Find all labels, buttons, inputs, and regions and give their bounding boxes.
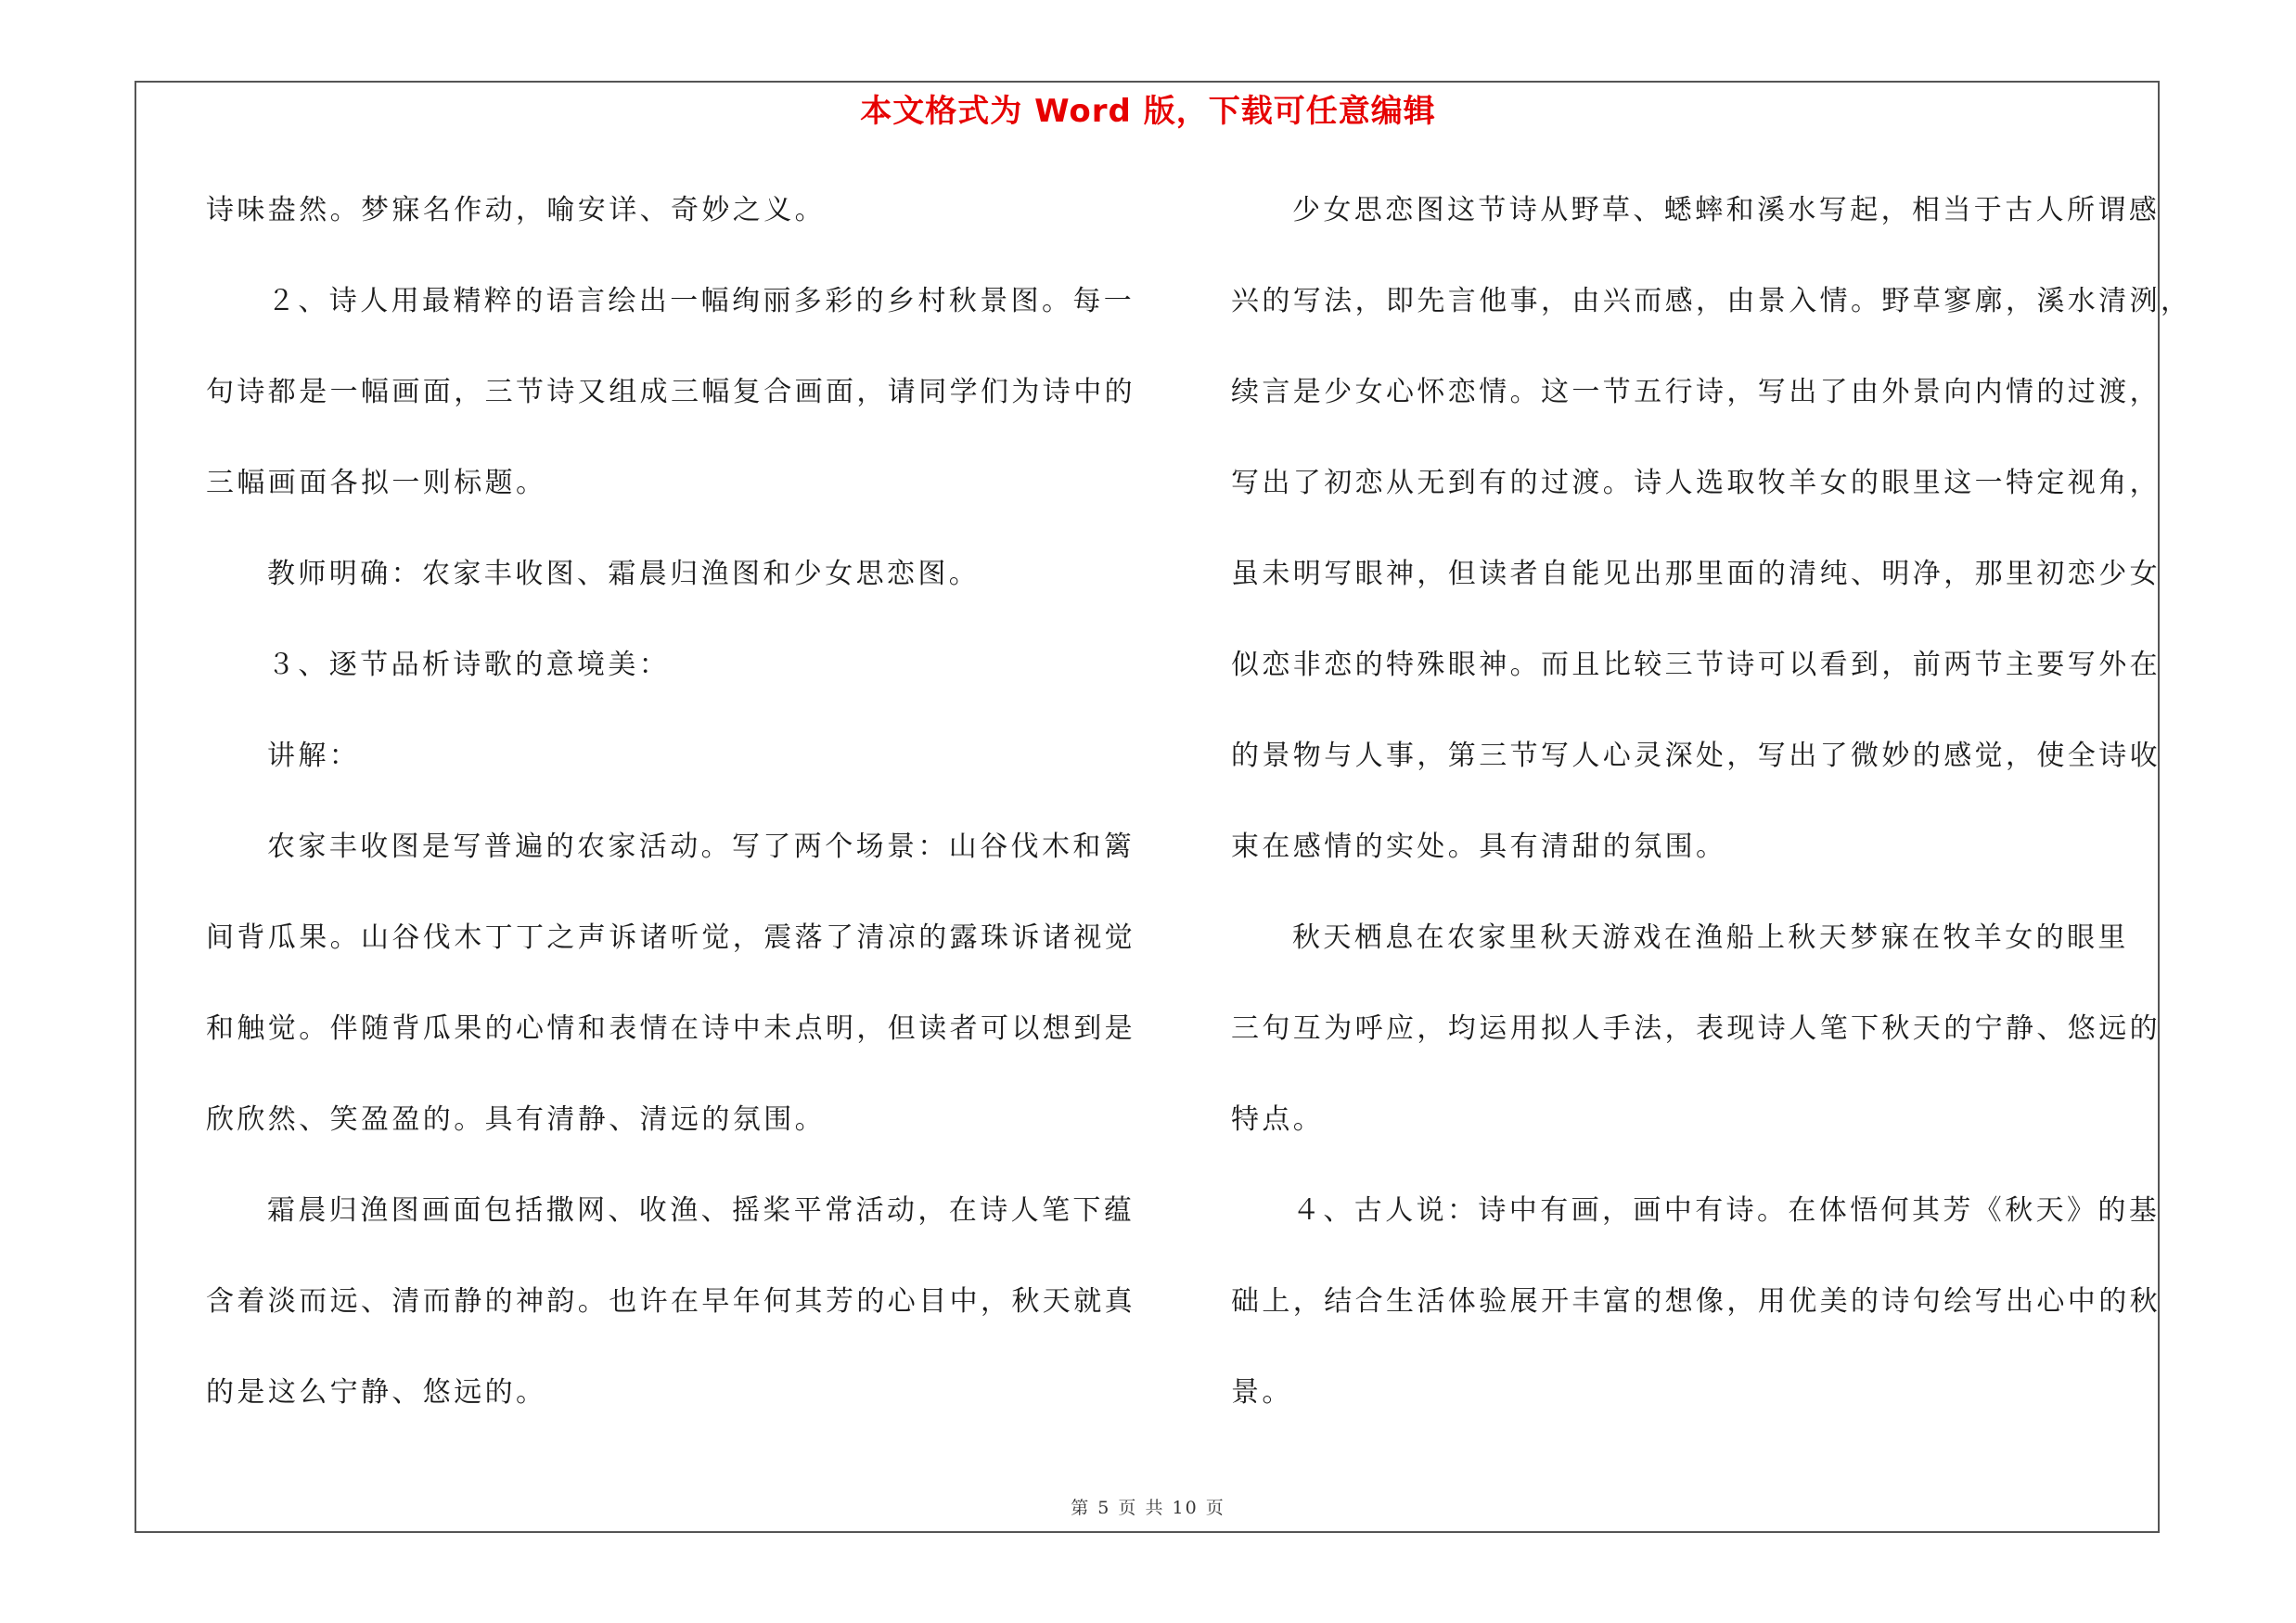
text-line: 特点。 — [1231, 1103, 1325, 1136]
right-column — [1231, 186, 2192, 1459]
text-line: 三句互为呼应，均运用拟人手法，表现诗人笔下秋天的宁静、悠远的 — [1231, 1012, 2161, 1045]
page-number: 第 5 页 共 10 页 — [1071, 1498, 1225, 1518]
text-line: 含着淡而远、清而静的神韵。也许在早年何其芳的心目中，秋天就真 — [206, 1285, 1135, 1318]
text-line: ２、诗人用最精粹的语言绘出一幅绚丽多彩的乡村秋景图。每一 — [267, 285, 1135, 317]
text-line: 础上，结合生活体验展开丰富的想像，用优美的诗句绘写出心中的秋 — [1231, 1285, 2161, 1318]
text-line: 兴的写法，即先言他事，由兴而感，由景入情。野草寥廓，溪水清洌， — [1231, 285, 2192, 317]
text-line: 农家丰收图是写普遍的农家活动。写了两个场景：山谷伐木和篱 — [267, 831, 1135, 863]
text-line: 诗味盎然。梦寐名作动，喻安详、奇妙之义。 — [206, 194, 826, 226]
text-line: ４、古人说：诗中有画，画中有诗。在体悟何其芳《秋天》的基 — [1292, 1194, 2161, 1227]
text-line: 间背瓜果。山谷伐木丁丁之声诉诸听觉，震落了清凉的露珠诉诸视觉 — [206, 921, 1135, 954]
text-line: 句诗都是一幅画面，三节诗又组成三幅复合画面，请同学们为诗中的 — [206, 376, 1135, 408]
text-line: 的景物与人事，第三节写人心灵深处，写出了微妙的感觉，使全诗收 — [1231, 740, 2161, 772]
text-line: 三幅画面各拟一则标题。 — [206, 467, 547, 499]
text-line: 虽未明写眼神，但读者自能见出那里面的清纯、明净，那里初恋少女 — [1231, 558, 2161, 590]
text-line: 欣欣然、笑盈盈的。具有清静、清远的氛围。 — [206, 1103, 826, 1136]
text-line: 续言是少女心怀恋情。这一节五行诗，写出了由外景向内情的过渡， — [1231, 376, 2161, 408]
left-column — [206, 186, 1135, 1459]
text-line: 霜晨归渔图画面包括撒网、收渔、摇桨平常活动，在诗人笔下蕴 — [267, 1194, 1135, 1227]
text-line: 写出了初恋从无到有的过渡。诗人选取牧羊女的眼里这一特定视角， — [1231, 467, 2161, 499]
text-line: 束在感情的实处。具有清甜的氛围。 — [1231, 831, 1727, 863]
text-line: 秋天栖息在农家里秋天游戏在渔船上秋天梦寐在牧羊女的眼里 — [1292, 921, 2129, 954]
text-line: 和触觉。伴随背瓜果的心情和表情在诗中未点明，但读者可以想到是 — [206, 1012, 1135, 1045]
text-line: 讲解： — [267, 740, 361, 772]
text-line: 景。 — [1231, 1376, 1293, 1409]
text-line: 似恋非恋的特殊眼神。而且比较三节诗可以看到，前两节主要写外在 — [1231, 649, 2161, 681]
text-line: ３、逐节品析诗歌的意境美： — [267, 649, 671, 681]
header-title: 本文格式为 Word 版，下载可任意编辑 — [860, 93, 1436, 130]
text-line: 少女思恋图这节诗从野草、蟋蟀和溪水写起，相当于古人所谓感 — [1292, 194, 2161, 226]
text-line: 的是这么宁静、悠远的。 — [206, 1376, 547, 1409]
text-line: 教师明确：农家丰收图、霜晨归渔图和少女思恋图。 — [267, 558, 981, 590]
